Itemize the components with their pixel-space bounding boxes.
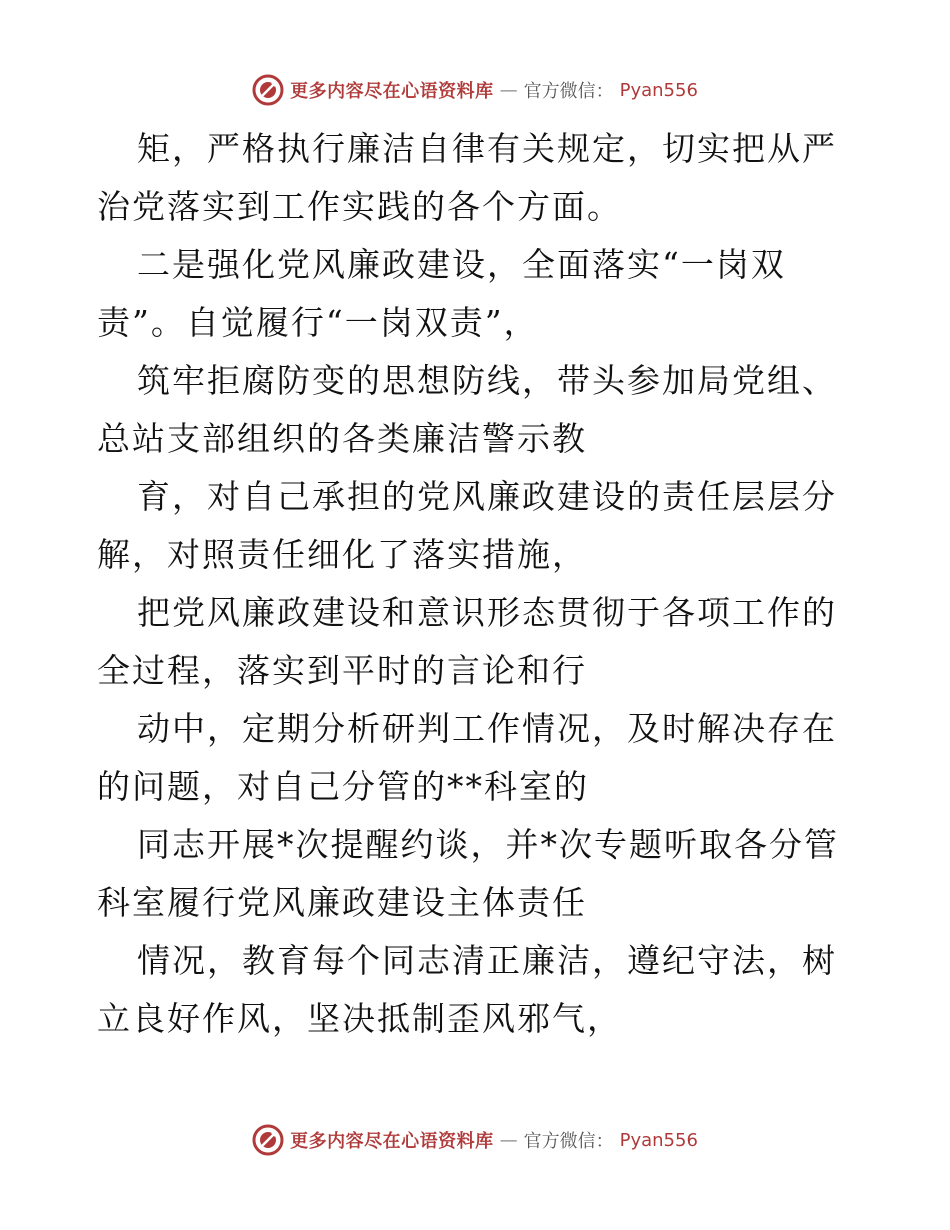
paragraph: 筑牢拒腐防变的思想防线，带头参加局党组、总站支部组织的各类廉洁警示教 [97,361,837,458]
header-brand-text: 更多内容尽在心语资料库 [290,81,494,102]
paragraph: 把党风廉政建设和意识形态贯彻于各项工作的全过程，落实到平时的言论和行 [97,593,837,690]
paragraph: 育，对自己承担的党风廉政建设的责任层层分解，对照责任细化了落实措施， [97,477,837,574]
footer-dash: — [499,1129,518,1151]
footer-wechat-label: 官方微信： [523,1131,614,1152]
paragraph: 情况，教育每个同志清正廉洁，遵纪守法，树立良好作风，坚决抵制歪风邪气， [97,941,837,1038]
header-wechat-label: 官方微信： [523,81,614,102]
paragraph: 二是强化党风廉政建设，全面落实“一岗双责”。自觉履行“一岗双责”， [97,245,786,342]
brand-logo-icon [252,74,284,106]
footer-wechat-id: Pyan556 [619,1129,698,1151]
paragraph: 同志开展*次提醒约谈，并*次专题听取各分管科室履行党风廉政建设主体责任 [97,825,839,922]
brand-logo-icon [252,1124,284,1156]
footer-banner [0,1120,950,1160]
paragraph: 矩，严格执行廉洁自律有关规定，切实把从严治党落实到工作实践的各个方面。 [97,129,837,226]
paragraph: 动中，定期分析研判工作情况，及时解决存在的问题，对自己分管的**科室的 [97,709,837,806]
footer-brand-text: 更多内容尽在心语资料库 [290,1131,494,1152]
header-dash: — [499,79,518,101]
document-body [97,120,867,1048]
header-banner [0,70,950,110]
header-wechat-id: Pyan556 [619,79,698,101]
